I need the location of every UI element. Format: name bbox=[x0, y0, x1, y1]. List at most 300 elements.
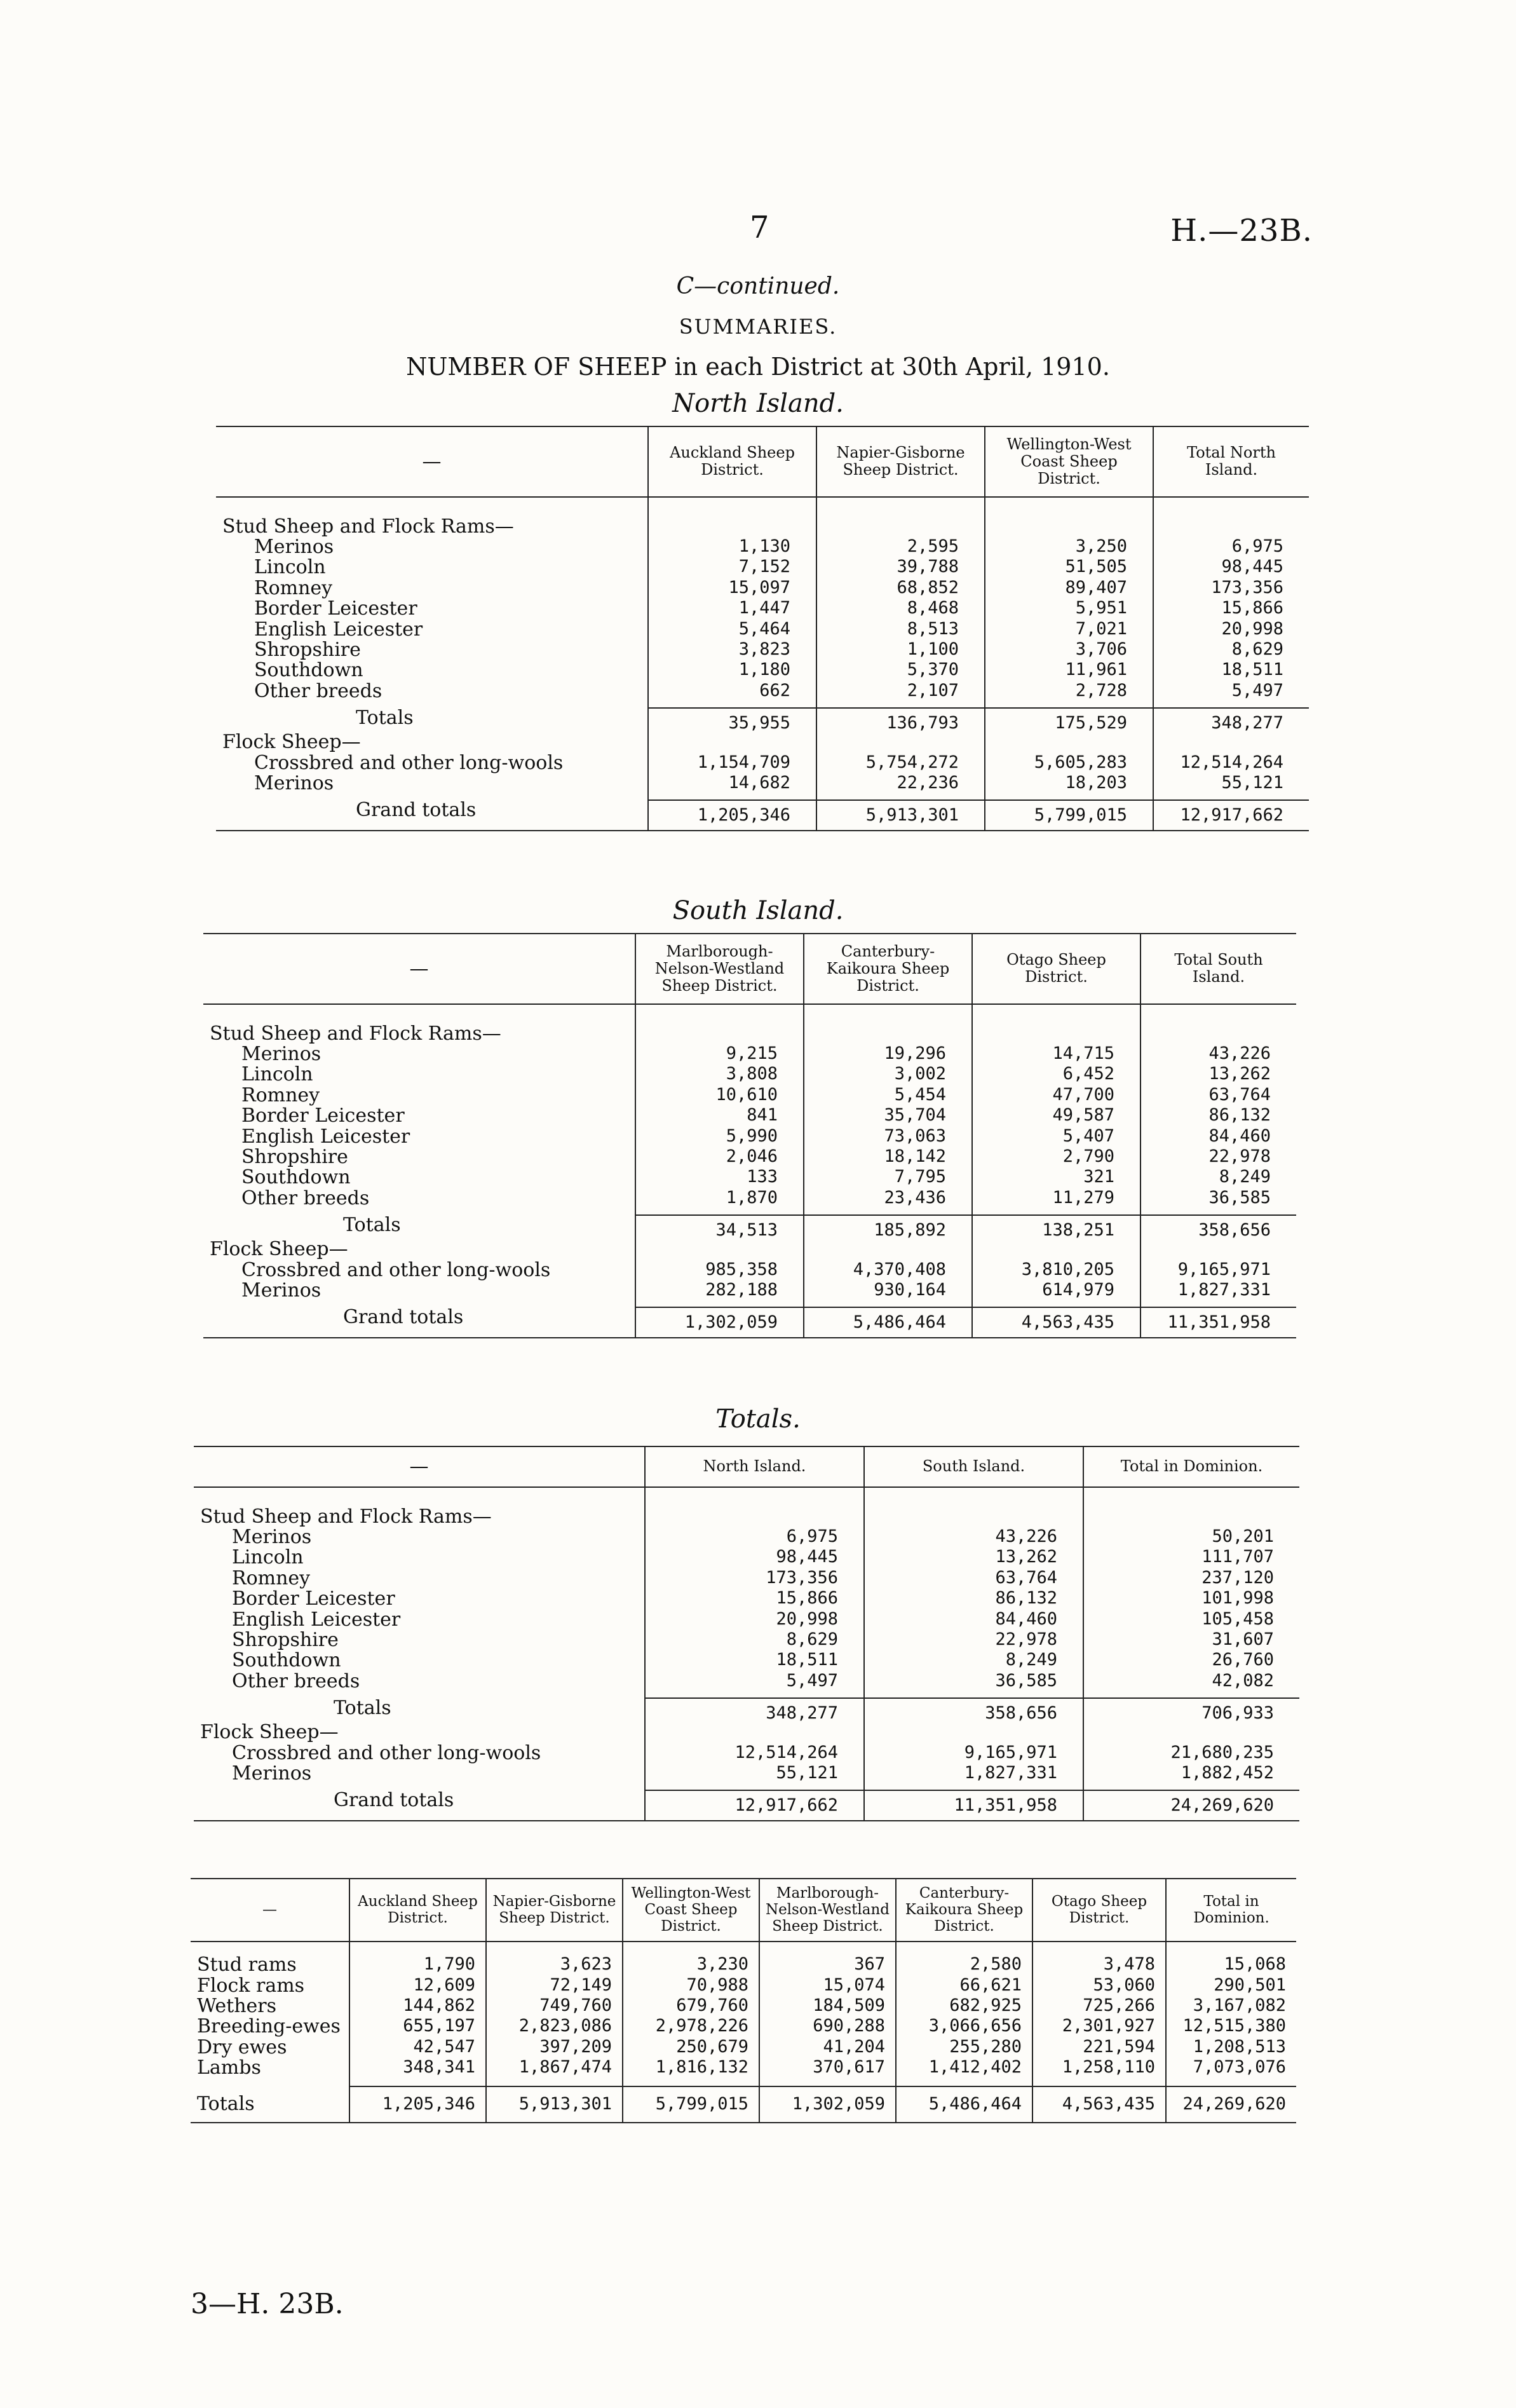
row-label bbox=[216, 537, 648, 557]
row-label bbox=[191, 1955, 349, 1975]
row-label bbox=[203, 1147, 635, 1167]
row-label bbox=[191, 2037, 349, 2058]
cell-value: 86,132 bbox=[1140, 1106, 1296, 1126]
cell-value: 144,862 bbox=[349, 1996, 486, 2017]
cell-value: 3,066,656 bbox=[896, 2017, 1032, 2037]
row-label bbox=[194, 1743, 645, 1764]
cell-value bbox=[635, 1239, 804, 1260]
row-label-text: Merinos bbox=[232, 1525, 312, 1548]
row-label bbox=[216, 732, 648, 752]
cell-value: 255,280 bbox=[896, 2037, 1032, 2058]
row-label bbox=[194, 1610, 645, 1630]
row-label bbox=[191, 2017, 349, 2037]
row-label-text: Totals bbox=[334, 1697, 391, 1720]
cell-value: 679,760 bbox=[623, 1996, 759, 2017]
row-label bbox=[194, 1790, 645, 1820]
cell-value: 133 bbox=[635, 1167, 804, 1188]
cell-value: 18,511 bbox=[1153, 660, 1309, 681]
cell-value: 4,370,408 bbox=[804, 1260, 972, 1281]
cell-value: 1,447 bbox=[648, 599, 816, 619]
data-row bbox=[194, 1743, 1299, 1764]
column-header: Marlborough-Nelson-Westland Sheep District. bbox=[635, 934, 804, 1004]
data-row bbox=[194, 1671, 1299, 1692]
data-row bbox=[191, 2058, 1296, 2078]
cell-value: 5,951 bbox=[985, 599, 1153, 619]
north-island-title: North Island. bbox=[672, 389, 844, 418]
section-heading-row bbox=[216, 517, 1309, 537]
cell-value: 5,913,301 bbox=[486, 2086, 623, 2123]
cell-value: 101,998 bbox=[1083, 1589, 1299, 1609]
data-row bbox=[203, 1188, 1296, 1209]
row-label-text: Merinos bbox=[232, 1762, 312, 1785]
row-label-text: Crossbred and other long-wools bbox=[241, 1258, 551, 1281]
column-header: — bbox=[203, 934, 635, 1004]
page-number: 7 bbox=[750, 210, 769, 245]
cell-value bbox=[1140, 1024, 1296, 1044]
cell-value bbox=[1083, 1722, 1299, 1743]
row-label bbox=[216, 681, 648, 702]
cell-value: 5,799,015 bbox=[623, 2086, 759, 2123]
totals-row bbox=[191, 2086, 1296, 2123]
cell-value: 22,978 bbox=[864, 1630, 1083, 1650]
row-label bbox=[191, 1976, 349, 1996]
row-label-text: Romney bbox=[241, 1084, 320, 1106]
spacer-row bbox=[191, 2079, 1296, 2086]
cell-value: 841 bbox=[635, 1106, 804, 1126]
cell-value: 348,341 bbox=[349, 2058, 486, 2078]
district-table bbox=[191, 1878, 1296, 2123]
footer-code: 3—H. 23B. bbox=[191, 2288, 344, 2320]
cell-value: 5,486,464 bbox=[896, 2086, 1032, 2123]
cell-value: 3,167,082 bbox=[1166, 1996, 1296, 2017]
row-label bbox=[194, 1698, 645, 1722]
cell-value: 655,197 bbox=[349, 2017, 486, 2037]
data-row bbox=[194, 1764, 1299, 1784]
cell-value: 98,445 bbox=[1153, 557, 1309, 578]
cell-value: 43,226 bbox=[1140, 1044, 1296, 1065]
cell-value: 86,132 bbox=[864, 1589, 1083, 1609]
grand-totals-row bbox=[194, 1790, 1299, 1820]
totals-table bbox=[194, 1446, 1299, 1821]
row-label bbox=[216, 517, 648, 537]
row-label bbox=[203, 1127, 635, 1147]
cell-value: 1,870 bbox=[635, 1188, 804, 1209]
column-header: South Island. bbox=[864, 1446, 1083, 1487]
cell-value bbox=[864, 1722, 1083, 1743]
row-label bbox=[194, 1722, 645, 1743]
header-row bbox=[191, 1879, 1296, 1942]
cell-value: 2,580 bbox=[896, 1955, 1032, 1975]
cell-value: 682,925 bbox=[896, 1996, 1032, 2017]
cell-value: 68,852 bbox=[816, 578, 985, 599]
row-label-text: Lincoln bbox=[241, 1063, 313, 1086]
cell-value: 105,458 bbox=[1083, 1610, 1299, 1630]
cell-value bbox=[645, 1507, 864, 1527]
column-header: Total in Dominion. bbox=[1083, 1446, 1299, 1487]
row-label bbox=[194, 1671, 645, 1692]
cell-value: 2,728 bbox=[985, 681, 1153, 702]
row-label-text: Flock Sheep— bbox=[200, 1721, 339, 1744]
cell-value: 1,154,709 bbox=[648, 753, 816, 773]
cell-value: 8,629 bbox=[645, 1630, 864, 1650]
row-label-text: Dry ewes bbox=[197, 2036, 287, 2058]
row-label-text: Stud Sheep and Flock Rams— bbox=[210, 1022, 501, 1045]
spacer-row bbox=[203, 1004, 1296, 1024]
cell-value bbox=[1153, 732, 1309, 752]
table-body bbox=[194, 1487, 1299, 1821]
cell-value: 3,002 bbox=[804, 1065, 972, 1085]
cell-value: 15,097 bbox=[648, 578, 816, 599]
cell-value: 358,656 bbox=[1140, 1215, 1296, 1239]
cell-value: 138,251 bbox=[972, 1215, 1140, 1239]
data-row bbox=[194, 1568, 1299, 1589]
cell-value: 14,715 bbox=[972, 1044, 1140, 1065]
cell-value: 73,063 bbox=[804, 1127, 972, 1147]
totals-row bbox=[194, 1698, 1299, 1722]
cell-value: 5,464 bbox=[648, 620, 816, 640]
totals-row bbox=[216, 708, 1309, 732]
row-label bbox=[216, 620, 648, 640]
row-label bbox=[191, 2058, 349, 2078]
cell-value bbox=[1140, 1239, 1296, 1260]
cell-value: 41,204 bbox=[759, 2037, 896, 2058]
column-header: — bbox=[194, 1446, 645, 1487]
data-row bbox=[216, 753, 1309, 773]
cell-value: 11,351,958 bbox=[864, 1790, 1083, 1820]
south-island-table bbox=[203, 933, 1296, 1338]
row-label bbox=[194, 1650, 645, 1671]
cell-value: 2,978,226 bbox=[623, 2017, 759, 2037]
row-label bbox=[194, 1630, 645, 1650]
data-row bbox=[191, 2017, 1296, 2037]
row-label-text: English Leicester bbox=[241, 1125, 410, 1148]
cell-value: 5,990 bbox=[635, 1127, 804, 1147]
row-label bbox=[191, 2086, 349, 2123]
row-label bbox=[216, 753, 648, 773]
data-row bbox=[203, 1147, 1296, 1167]
cell-value: 321 bbox=[972, 1167, 1140, 1188]
cell-value: 2,823,086 bbox=[486, 2017, 623, 2037]
south-island-title: South Island. bbox=[672, 896, 844, 925]
cell-value: 43,226 bbox=[864, 1527, 1083, 1548]
cell-value: 5,605,283 bbox=[985, 753, 1153, 773]
cell-value: 13,262 bbox=[1140, 1065, 1296, 1085]
cell-value: 42,547 bbox=[349, 2037, 486, 2058]
row-label bbox=[203, 1188, 635, 1209]
row-label-text: Stud Sheep and Flock Rams— bbox=[200, 1505, 492, 1528]
row-label bbox=[203, 1065, 635, 1085]
row-label bbox=[191, 1996, 349, 2017]
cell-value: 55,121 bbox=[645, 1764, 864, 1784]
data-row bbox=[194, 1527, 1299, 1548]
data-row bbox=[194, 1650, 1299, 1671]
cell-value: 221,594 bbox=[1032, 2037, 1166, 2058]
table-body bbox=[216, 497, 1309, 831]
cell-value: 26,760 bbox=[1083, 1650, 1299, 1671]
row-label-text: Other breeds bbox=[232, 1670, 360, 1692]
cell-value: 9,165,971 bbox=[864, 1743, 1083, 1764]
cell-value: 397,209 bbox=[486, 2037, 623, 2058]
cell-value: 3,250 bbox=[985, 537, 1153, 557]
row-label bbox=[203, 1260, 635, 1281]
column-header: Canterbury-Kaikoura Sheep District. bbox=[896, 1879, 1032, 1942]
cell-value: 9,215 bbox=[635, 1044, 804, 1065]
column-header: Canterbury-Kaikoura Sheep District. bbox=[804, 934, 972, 1004]
cell-value: 1,302,059 bbox=[759, 2086, 896, 2123]
cell-value: 12,917,662 bbox=[645, 1790, 864, 1820]
cell-value: 22,978 bbox=[1140, 1147, 1296, 1167]
cell-value: 14,682 bbox=[648, 773, 816, 794]
cell-value: 39,788 bbox=[816, 557, 985, 578]
cell-value: 1,827,331 bbox=[864, 1764, 1083, 1784]
cell-value: 348,277 bbox=[645, 1698, 864, 1722]
cell-value: 35,955 bbox=[648, 708, 816, 732]
row-label bbox=[203, 1044, 635, 1065]
row-label-text: Stud Sheep and Flock Rams— bbox=[222, 515, 514, 538]
cell-value: 985,358 bbox=[635, 1260, 804, 1281]
cell-value: 51,505 bbox=[985, 557, 1153, 578]
data-row bbox=[216, 773, 1309, 794]
row-label bbox=[203, 1281, 635, 1301]
data-row bbox=[203, 1044, 1296, 1065]
row-label bbox=[216, 660, 648, 681]
cell-value: 9,165,971 bbox=[1140, 1260, 1296, 1281]
column-header: Total North Island. bbox=[1153, 426, 1309, 497]
section-heading-row bbox=[194, 1507, 1299, 1527]
cell-value: 18,203 bbox=[985, 773, 1153, 794]
row-label-text: Grand totals bbox=[343, 1306, 464, 1329]
cell-value: 1,100 bbox=[816, 640, 985, 660]
data-row bbox=[203, 1065, 1296, 1085]
row-label-text: Flock Sheep— bbox=[222, 731, 361, 754]
row-label-text: Grand totals bbox=[356, 799, 477, 822]
cell-value: 8,629 bbox=[1153, 640, 1309, 660]
grand-totals-row bbox=[203, 1307, 1296, 1337]
row-label-text: Breeding-ewes bbox=[197, 2015, 341, 2038]
cell-value bbox=[972, 1024, 1140, 1044]
cell-value: 173,356 bbox=[1153, 578, 1309, 599]
spacer-row bbox=[216, 497, 1309, 517]
cell-value: 50,201 bbox=[1083, 1527, 1299, 1548]
cell-value: 1,130 bbox=[648, 537, 816, 557]
cell-value: 3,623 bbox=[486, 1955, 623, 1975]
table-header bbox=[203, 934, 1296, 1004]
row-label-text: Stud rams bbox=[197, 1954, 297, 1976]
totals-row bbox=[203, 1215, 1296, 1239]
cell-value: 89,407 bbox=[985, 578, 1153, 599]
summaries-heading: SUMMARIES. bbox=[679, 315, 837, 339]
row-label-text: Totals bbox=[197, 2092, 255, 2115]
cell-value: 348,277 bbox=[1153, 708, 1309, 732]
cell-value: 72,149 bbox=[486, 1976, 623, 1996]
cell-value: 5,913,301 bbox=[816, 800, 985, 830]
row-label-text: Grand totals bbox=[334, 1789, 454, 1812]
cell-value: 15,866 bbox=[1153, 599, 1309, 619]
column-header: Wellington-West Coast Sheep District. bbox=[985, 426, 1153, 497]
row-label bbox=[203, 1106, 635, 1126]
cell-value bbox=[972, 1239, 1140, 1260]
header-row bbox=[216, 426, 1309, 497]
cell-value: 55,121 bbox=[1153, 773, 1309, 794]
row-label-text: Merinos bbox=[254, 536, 334, 559]
column-header: — bbox=[191, 1879, 349, 1942]
cell-value bbox=[864, 1507, 1083, 1527]
table-header bbox=[191, 1879, 1296, 1942]
row-label bbox=[203, 1307, 635, 1337]
row-label bbox=[194, 1527, 645, 1548]
cell-value: 185,892 bbox=[804, 1215, 972, 1239]
row-label-text: Romney bbox=[254, 576, 333, 599]
column-header: Total South Island. bbox=[1140, 934, 1296, 1004]
cell-value: 7,073,076 bbox=[1166, 2058, 1296, 2078]
row-label bbox=[216, 640, 648, 660]
continued-heading: C—continued. bbox=[676, 273, 840, 299]
cell-value bbox=[804, 1024, 972, 1044]
cell-value: 23,436 bbox=[804, 1188, 972, 1209]
data-row bbox=[203, 1281, 1296, 1301]
table-header bbox=[216, 426, 1309, 497]
subtitle: NUMBER OF SHEEP in each District at 30th April, 1910. bbox=[406, 353, 1110, 381]
cell-value bbox=[804, 1239, 972, 1260]
cell-value: 3,478 bbox=[1032, 1955, 1166, 1975]
cell-value: 5,497 bbox=[1153, 681, 1309, 702]
cell-value: 1,816,132 bbox=[623, 2058, 759, 2078]
cell-value: 1,180 bbox=[648, 660, 816, 681]
table-body bbox=[203, 1004, 1296, 1338]
row-label-text: English Leicester bbox=[232, 1608, 401, 1631]
row-label-text: Totals bbox=[356, 707, 414, 730]
row-label-text: Shropshire bbox=[254, 638, 361, 661]
header-row bbox=[194, 1446, 1299, 1487]
row-label bbox=[194, 1568, 645, 1589]
cell-value: 250,679 bbox=[623, 2037, 759, 2058]
cell-value bbox=[1153, 517, 1309, 537]
cell-value bbox=[1083, 1507, 1299, 1527]
cell-value: 1,827,331 bbox=[1140, 1281, 1296, 1301]
row-label bbox=[203, 1085, 635, 1106]
row-label bbox=[216, 773, 648, 794]
cell-value: 690,288 bbox=[759, 2017, 896, 2037]
cell-value: 1,205,346 bbox=[349, 2086, 486, 2123]
spacer-row bbox=[191, 1942, 1296, 1955]
cell-value bbox=[648, 732, 816, 752]
cell-value: 10,610 bbox=[635, 1085, 804, 1106]
cell-value: 3,230 bbox=[623, 1955, 759, 1975]
row-label bbox=[216, 578, 648, 599]
cell-value: 3,810,205 bbox=[972, 1260, 1140, 1281]
row-label bbox=[216, 708, 648, 732]
cell-value: 13,262 bbox=[864, 1548, 1083, 1568]
data-row bbox=[191, 1976, 1296, 1996]
row-label-text: Lambs bbox=[197, 2057, 261, 2079]
cell-value: 5,799,015 bbox=[985, 800, 1153, 830]
row-label-text: Other breeds bbox=[241, 1187, 370, 1209]
row-label-text: Shropshire bbox=[232, 1628, 339, 1651]
row-label bbox=[203, 1167, 635, 1188]
data-row bbox=[203, 1127, 1296, 1147]
column-header: Otago Sheep District. bbox=[972, 934, 1140, 1004]
column-header: Auckland Sheep District. bbox=[648, 426, 816, 497]
data-row bbox=[194, 1630, 1299, 1650]
row-label bbox=[194, 1589, 645, 1609]
cell-value: 5,370 bbox=[816, 660, 985, 681]
cell-value: 367 bbox=[759, 1955, 896, 1975]
cell-value: 1,867,474 bbox=[486, 2058, 623, 2078]
cell-value: 84,460 bbox=[864, 1610, 1083, 1630]
header-row bbox=[203, 934, 1296, 1004]
cell-value bbox=[635, 1024, 804, 1044]
column-header: Napier-Gisborne Sheep District. bbox=[816, 426, 985, 497]
grand-totals-row bbox=[216, 800, 1309, 830]
row-label-text: Southdown bbox=[241, 1166, 351, 1189]
cell-value: 3,808 bbox=[635, 1065, 804, 1085]
cell-value: 12,514,264 bbox=[645, 1743, 864, 1764]
cell-value: 11,961 bbox=[985, 660, 1153, 681]
column-header: Wellington-West Coast Sheep District. bbox=[623, 1879, 759, 1942]
column-header: North Island. bbox=[645, 1446, 864, 1487]
cell-value: 2,046 bbox=[635, 1147, 804, 1167]
data-row bbox=[216, 537, 1309, 557]
cell-value: 42,082 bbox=[1083, 1671, 1299, 1692]
cell-value: 8,249 bbox=[864, 1650, 1083, 1671]
cell-value: 725,266 bbox=[1032, 1996, 1166, 2017]
row-label-text: Wethers bbox=[197, 1995, 277, 2018]
row-label bbox=[194, 1764, 645, 1784]
cell-value: 1,882,452 bbox=[1083, 1764, 1299, 1784]
cell-value: 12,609 bbox=[349, 1976, 486, 1996]
cell-value: 4,563,435 bbox=[972, 1307, 1140, 1337]
cell-value: 63,764 bbox=[1140, 1085, 1296, 1106]
cell-value bbox=[985, 517, 1153, 537]
cell-value: 1,790 bbox=[349, 1955, 486, 1975]
cell-value: 66,621 bbox=[896, 1976, 1032, 1996]
data-row bbox=[194, 1610, 1299, 1630]
cell-value: 15,866 bbox=[645, 1589, 864, 1609]
data-row bbox=[216, 660, 1309, 681]
cell-value: 24,269,620 bbox=[1083, 1790, 1299, 1820]
cell-value: 237,120 bbox=[1083, 1568, 1299, 1589]
data-row bbox=[216, 557, 1309, 578]
totals-title: Totals. bbox=[715, 1405, 801, 1434]
cell-value: 1,412,402 bbox=[896, 2058, 1032, 2078]
row-label-text: Flock rams bbox=[197, 1974, 305, 1997]
section-heading-row bbox=[203, 1239, 1296, 1260]
cell-value: 12,917,662 bbox=[1153, 800, 1309, 830]
cell-value: 53,060 bbox=[1032, 1976, 1166, 1996]
cell-value: 21,680,235 bbox=[1083, 1743, 1299, 1764]
row-label bbox=[203, 1239, 635, 1260]
cell-value: 19,296 bbox=[804, 1044, 972, 1065]
cell-value bbox=[816, 517, 985, 537]
cell-value: 5,754,272 bbox=[816, 753, 985, 773]
cell-value: 3,706 bbox=[985, 640, 1153, 660]
column-header: — bbox=[216, 426, 648, 497]
row-label-text: Border Leicester bbox=[232, 1588, 395, 1610]
cell-value: 1,208,513 bbox=[1166, 2037, 1296, 2058]
cell-value: 6,975 bbox=[645, 1527, 864, 1548]
cell-value bbox=[816, 732, 985, 752]
cell-value: 35,704 bbox=[804, 1106, 972, 1126]
row-label-text: Southdown bbox=[254, 659, 363, 682]
row-label-text: Totals bbox=[343, 1214, 401, 1237]
row-label-text: Shropshire bbox=[241, 1145, 348, 1168]
cell-value bbox=[985, 732, 1153, 752]
cell-value: 749,760 bbox=[486, 1996, 623, 2017]
cell-value: 24,269,620 bbox=[1166, 2086, 1296, 2123]
cell-value bbox=[645, 1722, 864, 1743]
cell-value: 111,707 bbox=[1083, 1548, 1299, 1568]
cell-value: 370,617 bbox=[759, 2058, 896, 2078]
